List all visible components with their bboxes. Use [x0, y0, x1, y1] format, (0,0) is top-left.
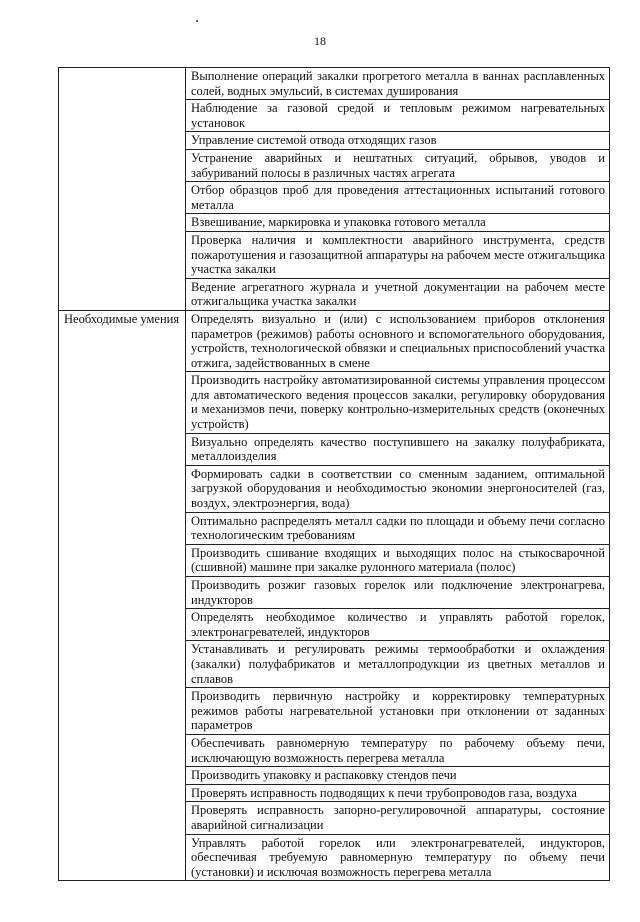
skill-cell: Обеспечивать равномерную температуру по рабочему объему печи, исключающую возможность перегрева металла: [186, 734, 610, 766]
empty-label-cell: [59, 68, 186, 311]
skill-cell: Формировать садки в соответствии со сменным заданием, оптимальной загрузкой оборудования и необходимостью экономии энергоносителей (газ, воздух, электроэнергия, вода): [186, 465, 610, 512]
requirements-table: [58, 67, 610, 881]
skill-cell: Проверять исправность подводящих к печи трубопроводов газа, воздуха: [186, 784, 610, 802]
requirements-table-body: [59, 68, 610, 881]
table-row: [59, 68, 610, 100]
action-cell: Взвешивание, маркировка и упаковка готового металла: [186, 214, 610, 232]
skill-cell: Устанавливать и регулировать режимы термообработки и охлаждения (закалки) полуфабрикатов и металлопродукции из цветных металлов и сплавов: [186, 641, 610, 688]
skill-cell: Проверять исправность запорно-регулировочной аппаратуры, состояние аварийной сигнализации: [186, 802, 610, 834]
skill-cell: Производить настройку автоматизированной системы управления процессом для автоматического ведения процессов закалки, регулировку оборудования и механизмов печи, поверку контрольно-измерительных средств (оконечных устройств): [186, 372, 610, 433]
skill-cell: Производить упаковку и распаковку стендов печи: [186, 767, 610, 785]
skill-cell: Определять необходимое количество и управлять работой горелок, электронагревателей, индукторов: [186, 609, 610, 641]
skill-cell: Производить первичную настройку и корректировку температурных режимов работы нагревательной установки при отклонении от заданных параметров: [186, 688, 610, 735]
skill-cell: Производить сшивание входящих и выходящих полос на стыкосварочной (сшивной) машине при закалке рулонного материала (полос): [186, 544, 610, 576]
skill-cell: Визуально определять качество поступившего на закалку полуфабриката, металлоизделия: [186, 433, 610, 465]
skill-cell: Оптимально распределять металл садки по площади и объему печи согласно технологическим требованиям: [186, 512, 610, 544]
action-cell: Наблюдение за газовой средой и тепловым режимом нагревательных установок: [186, 100, 610, 132]
action-cell: Выполнение операций закалки прогретого металла в ваннах расплавленных солей, водных эмульсий, в системах душирования: [186, 68, 610, 100]
skill-cell: Определять визуально и (или) с использованием приборов отклонения параметров (режимов) работы основного и вспомогательного оборудования, устройств, технологической обвязки и специальных приспособлений участка отжига, задействованных в смене: [186, 310, 610, 371]
action-cell: Устранение аварийных и нештатных ситуаций, обрывов, уводов и забуриваний полосы в различных частях агрегата: [186, 149, 610, 181]
page-number: 18: [314, 34, 326, 48]
action-cell: Управление системой отвода отходящих газов: [186, 132, 610, 150]
skill-cell: Управлять работой горелок или электронагревателей, индукторов, обеспечивая требуемую равномерную температуру по объему печи (установки) и исключая возможность перегрева металла: [186, 834, 610, 881]
action-cell: Ведение агрегатного журнала и учетной документации на рабочем месте отжигальщика участка закалки: [186, 278, 610, 310]
table-row: [59, 310, 610, 371]
action-cell: Проверка наличия и комплектности аварийного инструмента, средств пожаротушения и газозащитной аппаратуры на рабочем месте отжигальщика участка закалки: [186, 231, 610, 278]
action-cell: Отбор образцов проб для проведения аттестационных испытаний готового металла: [186, 182, 610, 214]
skill-cell: Производить розжиг газовых горелок или подключение электронагрева, индукторов: [186, 577, 610, 609]
skills-label-cell: Необходимые умения: [59, 310, 186, 880]
scan-speck: [196, 20, 198, 22]
